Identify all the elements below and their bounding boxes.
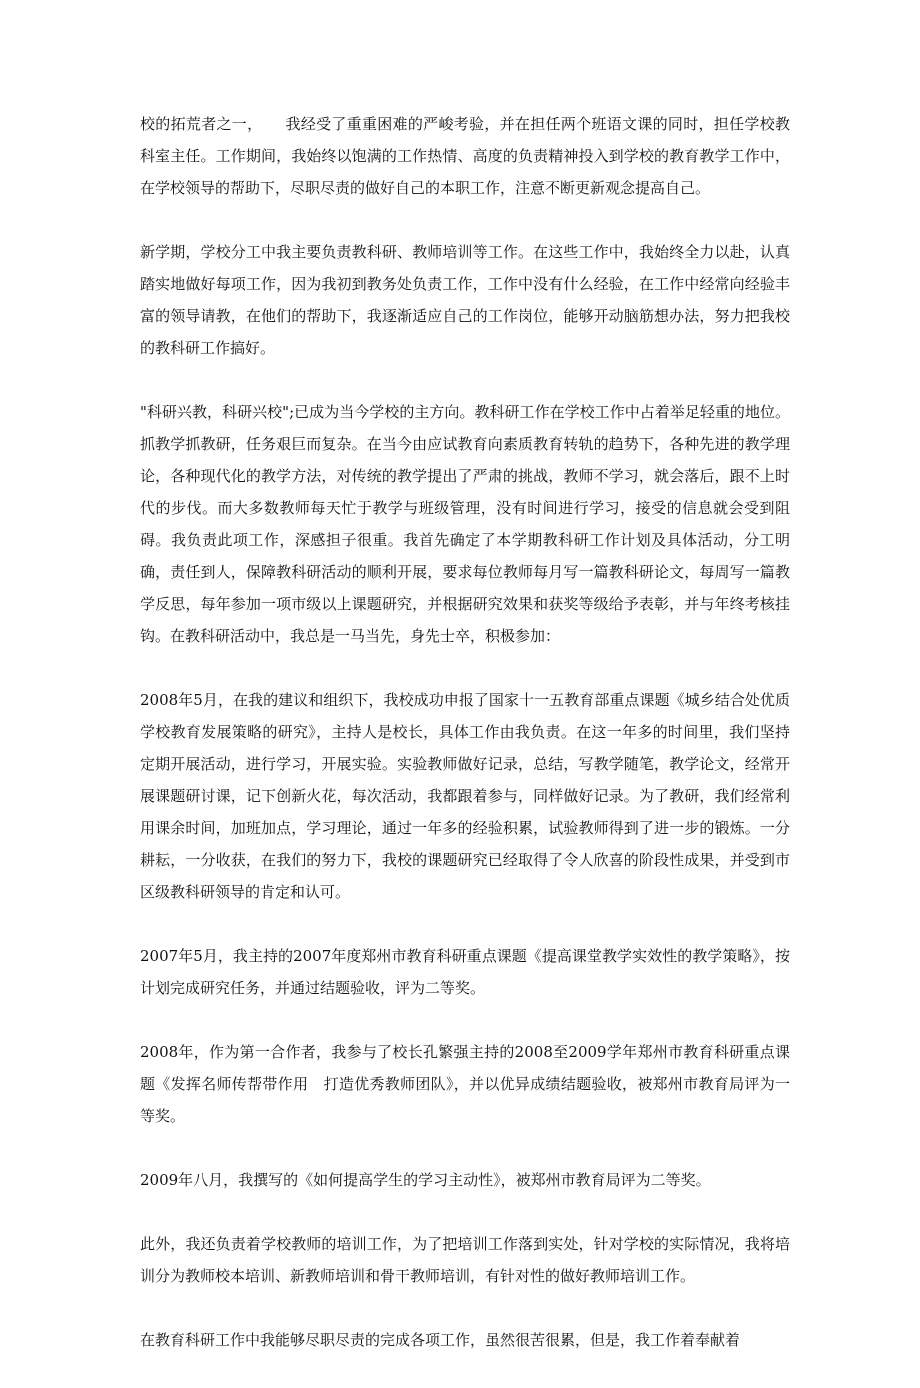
paragraph-9: 在教育科研工作中我能够尽职尽责的完成各项工作，虽然很苦很累，但是，我工作着奉献着: [140, 1331, 741, 1349]
paragraph-1: 校的拓荒者之一， 我经受了重重困难的严峻考验，并在担任两个班语文课的同时，担任学校教科室主任。工作期间，我始终以饱满的工作热情、高度的负责精神投入到学校的教育教学工作中，在学校领导的帮助下，尽职尽责的做好自己的本职工作，注意不断更新观念提高自己。: [140, 115, 790, 197]
paragraph-8: 此外，我还负责着学校教师的培训工作，为了把培训工作落到实处，针对学校的实际情况，我将培训分为教师校本培训、新教师培训和骨干教师培训，有针对性的做好教师培训工作。: [140, 1235, 790, 1285]
paragraph-5: 2007年5月，我主持的2007年度郑州市教育科研重点课题《提高课堂教学实效性的教学策略》，按计划完成研究任务，并通过结题验收，评为二等奖。: [140, 947, 790, 997]
document-body: [140, 108, 790, 1388]
paragraph-6: 2008年，作为第一合作者，我参与了校长孔繁强主持的2008至2009学年郑州市教育科研重点课题《发挥名师传帮带作用 打造优秀教师团队》，并以优异成绩结题验收，被郑州市教育局评为一等奖。: [140, 1043, 790, 1125]
paragraph-3: "科研兴教，科研兴校";已成为当今学校的主方向。教科研工作在学校工作中占着举足轻重的地位。抓教学抓教研，任务艰巨而复杂。在当今由应试教育向素质教育转轨的趋势下，各种先进的教学理论，各种现代化的教学方法，对传统的教学提出了严肃的挑战，教师不学习，就会落后，跟不上时代的步伐。而大多数教师每天忙于教学与班级管理，没有时间进行学习，接受的信息就会受到阻碍。我负责此项工作，深感担子很重。我首先确定了本学期教科研工作计划及具体活动，分工明确，责任到人，保障教科研活动的顺利开展，要求每位教师每月写一篇教科研论文，每周写一篇教学反思，每年参加一项市级以上课题研究，并根据研究效果和获奖等级给予表彰，并与年终考核挂钩。在教科研活动中，我总是一马当先，身先士卒，积极参加：: [140, 403, 790, 645]
paragraph-4: 2008年5月，在我的建议和组织下，我校成功申报了国家十一五教育部重点课题《城乡结合处优质学校教育发展策略的研究》，主持人是校长，具体工作由我负责。在这一年多的时间里，我们坚持定期开展活动，进行学习，开展实验。实验教师做好记录，总结，写教学随笔，教学论文，经常开展课题研讨课，记下创新火花，每次活动，我都跟着参与，同样做好记录。为了教研，我们经常利用课余时间，加班加点，学习理论，通过一年多的经验积累，试验教师得到了进一步的锻炼。一分耕耘，一分收获，在我们的努力下，我校的课题研究已经取得了令人欣喜的阶段性成果，并受到市区级教科研领导的肯定和认可。: [140, 691, 790, 901]
paragraph-2: 新学期，学校分工中我主要负责教科研、教师培训等工作。在这些工作中，我始终全力以赴，认真踏实地做好每项工作，因为我初到教务处负责工作，工作中没有什么经验，在工作中经常向经验丰富的领导请教，在他们的帮助下，我逐渐适应自己的工作岗位，能够开动脑筋想办法，努力把我校的教科研工作搞好。: [140, 243, 790, 357]
paragraph-7: 2009年八月，我撰写的《如何提高学生的学习主动性》，被郑州市教育局评为二等奖。: [140, 1171, 711, 1189]
